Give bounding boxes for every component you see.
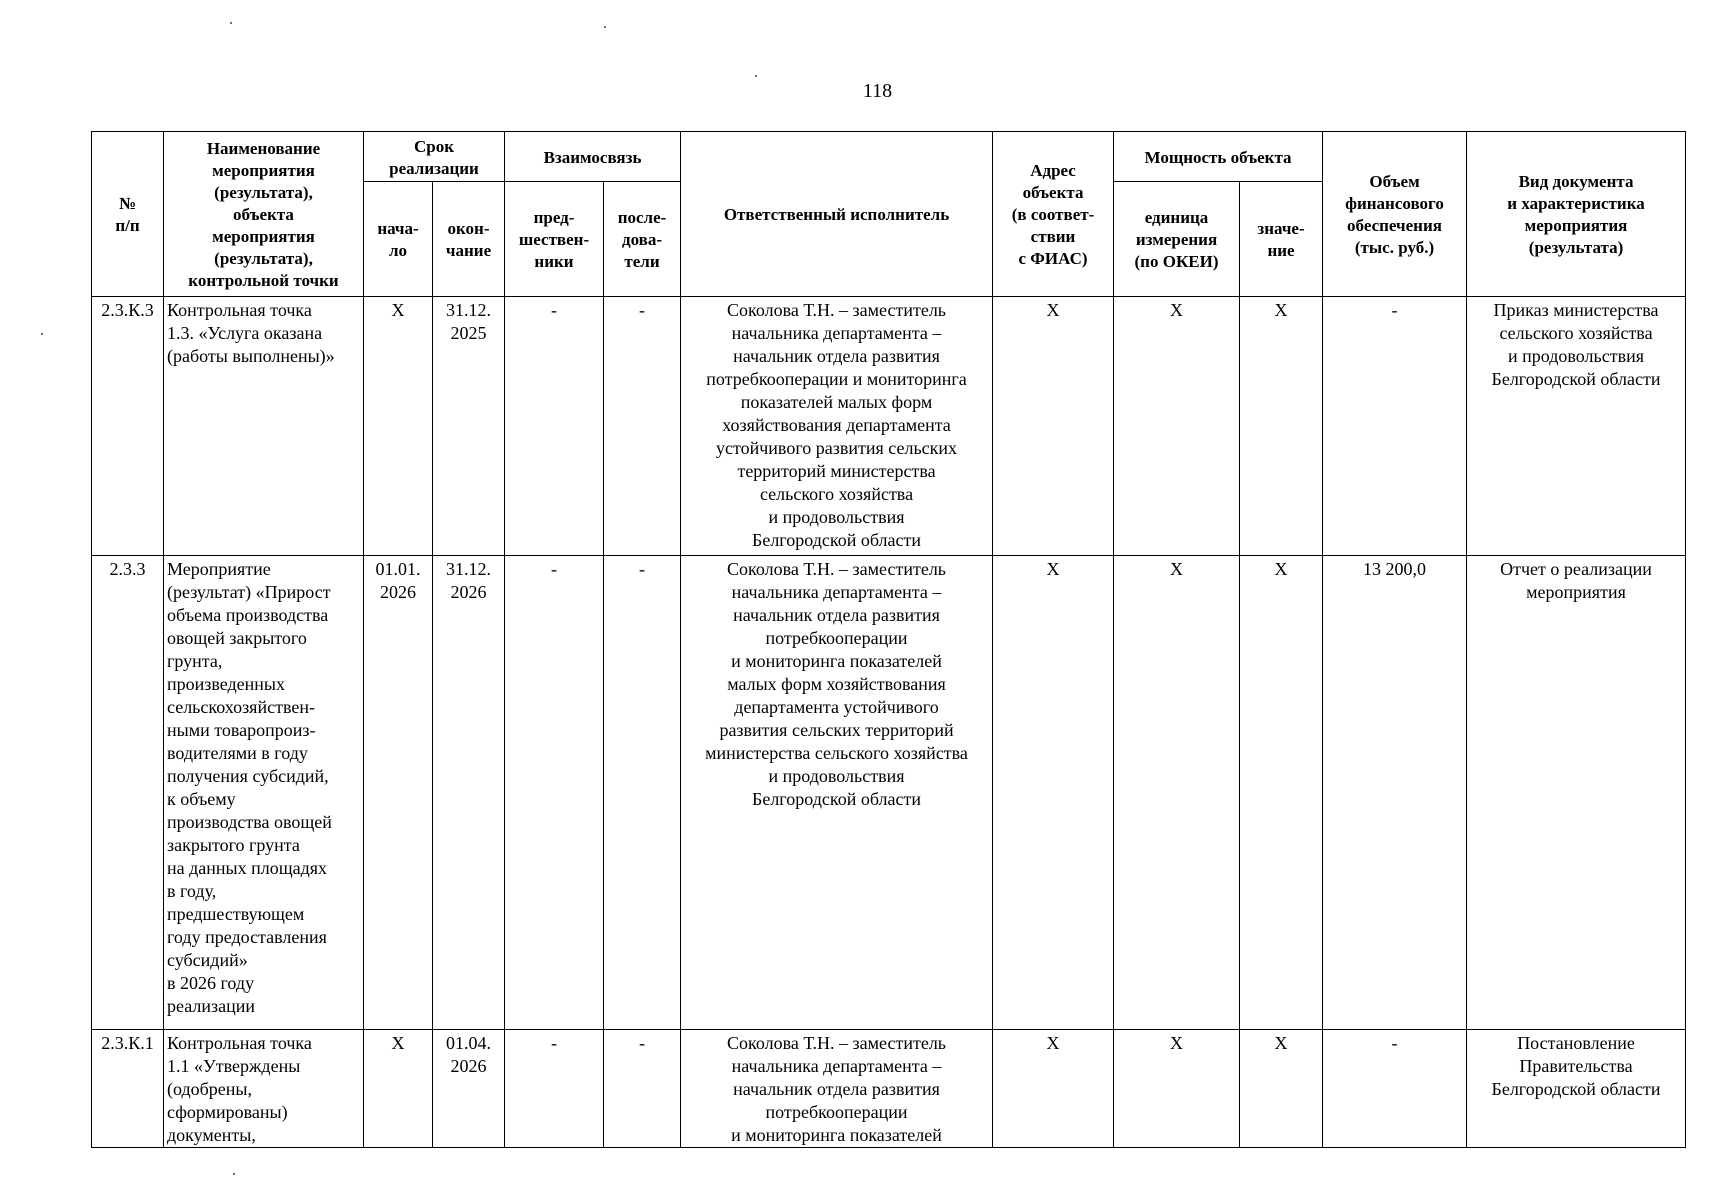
row-address: Х [993, 556, 1114, 1030]
header-link: Взаимосвязь [505, 132, 681, 182]
header-capacity-value: значе- ние [1240, 182, 1323, 297]
row-num: 2.3.К.1 [92, 1030, 164, 1148]
table-row [92, 297, 1686, 556]
header-capacity-unit: единица измерения (по ОКЕИ) [1114, 182, 1240, 297]
row-name: Контрольная точка 1.3. «Услуга оказана (работы выполнены)» [164, 297, 364, 556]
row-name: Контрольная точка 1.1 «Утверждены (одобрены, сформированы) документы, [164, 1030, 364, 1148]
row-responsible: Соколова Т.Н. – заместитель начальника департамента – начальник отдела развития потребкооперации и мониторинга показателей малых форм хозяйствования департамента устойчивого развития сельских территорий министерства сельского хозяйства и продовольствия Белгородской области [681, 297, 993, 556]
row-unit: Х [1114, 1030, 1240, 1148]
row-responsible: Соколова Т.Н. – заместитель начальника департамента – начальник отдела развития потребкооперации и мониторинга показателей малых форм хозяйствования департамента устойчивого развития сельских территорий министерства сельского хозяйства и продовольствия Белгородской области [681, 556, 993, 1030]
row-finance: 13 200,0 [1323, 556, 1467, 1030]
row-start: Х [364, 1030, 433, 1148]
header-link-prev: пред- шествен- ники [505, 182, 604, 297]
row-unit: Х [1114, 297, 1240, 556]
row-num: 2.3.3 [92, 556, 164, 1030]
row-value: Х [1240, 556, 1323, 1030]
header-link-next: после- дова- тели [604, 182, 681, 297]
row-prev: - [505, 1030, 604, 1148]
row-unit: Х [1114, 556, 1240, 1030]
row-finance: - [1323, 297, 1467, 556]
row-name: Мероприятие (результат) «Прирост объема производства овощей закрытого грунта, произведенных сельскохозяйствен- ными товаропроиз- водителями в году получения субсидий, к объему производства овощей закрытого грунта на данных площадях в году, предшествующем году предоставления субсидий» в 2026 году реализации [164, 556, 364, 1030]
scan-speck [41, 333, 43, 335]
row-next: - [604, 556, 681, 1030]
row-prev: - [505, 556, 604, 1030]
header-address: Адрес объекта (в соответ- ствии с ФИАС) [993, 132, 1114, 297]
row-next: - [604, 297, 681, 556]
scan-speck [233, 1173, 235, 1175]
table-row [92, 556, 1686, 1030]
row-value: Х [1240, 1030, 1323, 1148]
header-name: Наименование мероприятия (результата), объекта мероприятия (результата), контрольной точки [164, 132, 364, 297]
row-next: - [604, 1030, 681, 1148]
header-doc-type: Вид документа и характеристика мероприятия (результата) [1467, 132, 1686, 297]
scan-speck [230, 22, 232, 24]
table-row [92, 1030, 1686, 1148]
header-capacity: Мощность объекта [1114, 132, 1323, 182]
header-term-start: нача- ло [364, 182, 433, 297]
row-responsible: Соколова Т.Н. – заместитель начальника департамента – начальник отдела развития потребкооперации и мониторинга показателей [681, 1030, 993, 1148]
row-doc: Постановление Правительства Белгородской области [1467, 1030, 1686, 1148]
row-end: 31.12. 2025 [433, 297, 505, 556]
row-doc: Приказ министерства сельского хозяйства и продовольствия Белгородской области [1467, 297, 1686, 556]
header-num: № п/п [92, 132, 164, 297]
scan-speck [755, 75, 757, 77]
header-finance: Объем финансового обеспечения (тыс. руб.) [1323, 132, 1467, 297]
row-doc: Отчет о реализации мероприятия [1467, 556, 1686, 1030]
header-term-end: окон- чание [433, 182, 505, 297]
row-prev: - [505, 297, 604, 556]
row-num: 2.3.К.3 [92, 297, 164, 556]
row-end: 31.12. 2026 [433, 556, 505, 1030]
header-responsible: Ответственный исполнитель [681, 132, 993, 297]
row-value: Х [1240, 297, 1323, 556]
row-start: 01.01. 2026 [364, 556, 433, 1030]
page-number: 118 [862, 80, 893, 102]
header-term: Срок реализации [364, 132, 505, 182]
row-start: Х [364, 297, 433, 556]
row-finance: - [1323, 1030, 1467, 1148]
row-address: Х [993, 297, 1114, 556]
row-end: 01.04. 2026 [433, 1030, 505, 1148]
scan-speck [604, 26, 606, 28]
measures-table [91, 131, 1686, 1148]
row-address: Х [993, 1030, 1114, 1148]
